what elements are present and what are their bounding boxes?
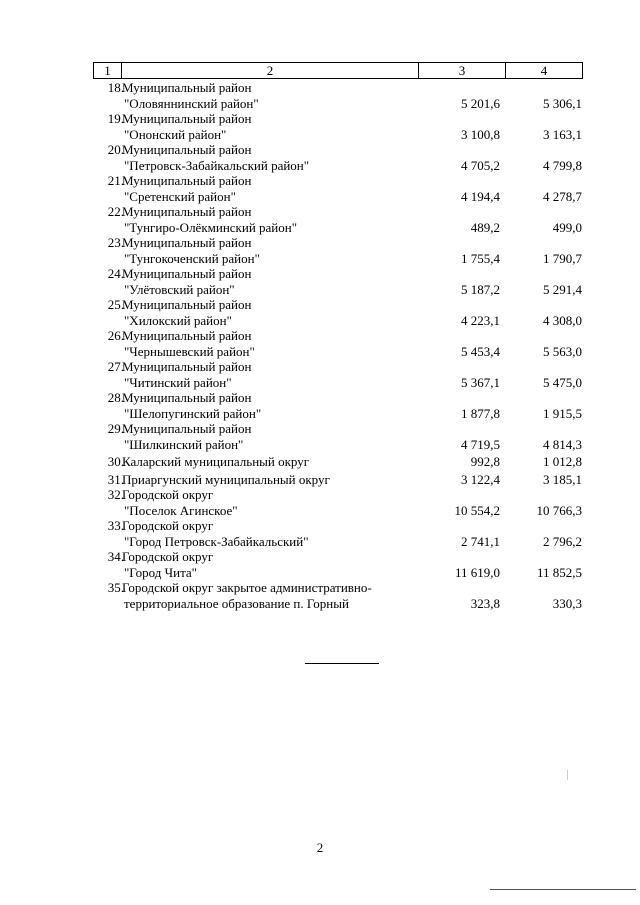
row-name-line-1: Муниципальный район (122, 297, 252, 312)
header-col-1: 1 (94, 63, 122, 78)
row-value-col-3: 4 719,5 (461, 436, 500, 452)
table-row (93, 266, 587, 297)
row-name-line-1: Каларский муниципальный округ (122, 454, 310, 469)
row-value-col-4: 499,0 (552, 219, 582, 235)
row-number: 26. (107, 328, 124, 343)
table-row (93, 487, 587, 518)
row-name-line-1: Муниципальный район (122, 421, 252, 436)
row-value-col-3: 10 554,2 (454, 502, 500, 518)
row-number: 28. (107, 390, 124, 405)
row-name-line-2: "Сретенский район" (124, 188, 236, 204)
row-name-line-1: Муниципальный район (122, 204, 252, 219)
row-value-col-3: 992,8 (470, 454, 500, 469)
row-value-col-3: 4 705,2 (461, 157, 500, 173)
row-value-col-4: 330,3 (552, 595, 582, 611)
row-name-line-1: Муниципальный район (122, 359, 252, 374)
row-number: 22. (107, 204, 124, 219)
row-name-line-1: Муниципальный район (122, 235, 252, 250)
row-name-line-2: "Улётовский район" (124, 281, 235, 297)
row-name (122, 454, 422, 470)
row-name-line-1: Муниципальный район (122, 142, 252, 157)
row-value-col-4: 5 475,0 (543, 374, 582, 390)
row-name-line-1: Муниципальный район (122, 390, 252, 405)
table-row (93, 80, 587, 111)
row-value-col-4: 3 163,1 (543, 126, 582, 142)
row-value-col-3: 323,8 (470, 595, 500, 611)
table-header (93, 62, 583, 79)
row-number: 20. (107, 142, 124, 157)
row-number: 21. (107, 173, 124, 188)
row-number: 25. (107, 297, 124, 312)
row-name (122, 204, 422, 235)
row-number: 30. (107, 454, 124, 469)
row-value-col-3: 4 223,1 (461, 312, 500, 328)
row-name (122, 359, 422, 390)
row-value-col-4: 5 563,0 (543, 343, 582, 359)
row-value-col-4: 4 799,8 (543, 157, 582, 173)
row-name-line-2: "Поселок Агинское" (124, 502, 238, 518)
row-name (122, 266, 422, 297)
table-row (93, 472, 587, 488)
row-number: 24. (107, 266, 124, 281)
row-value-col-3: 5 367,1 (461, 374, 500, 390)
row-number: 32. (107, 487, 124, 502)
row-name (122, 421, 422, 452)
row-value-col-4: 10 766,3 (536, 502, 582, 518)
separator-line (305, 663, 379, 664)
row-name (122, 297, 422, 328)
row-value-col-4: 3 185,1 (543, 471, 582, 487)
row-number: 34. (107, 549, 124, 564)
row-name (122, 142, 422, 173)
row-number: 23. (107, 235, 124, 250)
row-name (122, 549, 422, 580)
row-name-line-2: "Петровск-Забайкальский район" (124, 157, 310, 173)
table-row (93, 173, 587, 204)
row-name-line-1: Городской округ (122, 518, 214, 533)
row-value-col-4: 11 852,5 (536, 564, 582, 580)
row-value-col-4: 4 814,3 (543, 436, 582, 452)
table-row (93, 549, 587, 580)
row-value-col-4: 2 796,2 (543, 533, 582, 549)
row-value-col-4: 4 308,0 (543, 312, 582, 328)
row-name-line-1: Городской округ закрытое административно- (122, 580, 372, 595)
row-name (122, 80, 422, 111)
row-name-line-1: Приаргунский муниципальный округ (122, 471, 330, 487)
row-number: 31. (107, 471, 124, 487)
header-col-4: 4 (540, 62, 548, 78)
row-value-col-3: 5 453,4 (461, 343, 500, 359)
table-row (93, 111, 587, 142)
row-name-line-2: "Шилкинский район" (124, 436, 244, 452)
row-value-col-4: 1 915,5 (543, 405, 582, 421)
row-name (122, 472, 422, 488)
header-col-2: 2 (122, 63, 419, 78)
row-value-col-3: 489,2 (470, 219, 500, 235)
row-name-line-1: Муниципальный район (122, 328, 252, 343)
table-row (93, 518, 587, 549)
row-name-line-1: Муниципальный район (122, 80, 252, 95)
row-value-col-4: 1 012,8 (543, 454, 582, 469)
row-value-col-3: 11 619,0 (454, 564, 500, 580)
page-number: 2 (316, 840, 324, 855)
table-row (93, 328, 587, 359)
row-name-line-2: "Шелопугинский район" (124, 405, 262, 421)
row-number: 19. (107, 111, 124, 126)
row-value-col-4: 1 790,7 (543, 250, 582, 266)
table-row (93, 204, 587, 235)
table-row (93, 297, 587, 328)
header-col-3: 3 (419, 63, 506, 78)
table-row (93, 421, 587, 452)
scan-artifact (567, 770, 568, 780)
table-row (93, 580, 587, 611)
row-name (122, 328, 422, 359)
row-name-line-2: территориальное образование п. Горный (124, 595, 349, 611)
row-value-col-3: 1 755,4 (461, 250, 500, 266)
row-number: 35. (107, 580, 124, 595)
row-name (122, 111, 422, 142)
row-name-line-1: Городской округ (122, 487, 214, 502)
footer-line (490, 889, 636, 890)
row-value-col-3: 3 122,4 (461, 471, 500, 487)
row-name-line-2: "Тунгокоченский район" (124, 250, 260, 266)
row-name (122, 390, 422, 421)
row-value-col-4: 5 306,1 (543, 95, 582, 111)
table-row (93, 142, 587, 173)
table-body (93, 80, 587, 611)
row-name-line-2: "Город Петровск-Забайкальский" (124, 533, 309, 549)
row-name-line-2: "Чернышевский район" (124, 343, 255, 359)
row-name-line-2: "Оловяннинский район" (124, 95, 259, 111)
row-name-line-2: "Читинский район" (124, 374, 232, 390)
row-value-col-3: 1 877,8 (461, 405, 500, 421)
row-number: 18. (107, 80, 124, 95)
row-name-line-1: Муниципальный район (122, 266, 252, 281)
row-number: 29. (107, 421, 124, 436)
row-value-col-3: 5 187,2 (461, 281, 500, 297)
row-value-col-4: 5 291,4 (543, 281, 582, 297)
table-row (93, 454, 587, 470)
row-name (122, 173, 422, 204)
row-name-line-1: Муниципальный район (122, 173, 252, 188)
row-value-col-4: 4 278,7 (543, 188, 582, 204)
row-value-col-3: 4 194,4 (461, 188, 500, 204)
row-name (122, 518, 422, 549)
row-number: 33. (107, 518, 124, 533)
row-value-col-3: 5 201,6 (461, 95, 500, 111)
row-name-line-1: Муниципальный район (122, 111, 252, 126)
row-name-line-2: "Город Чита" (124, 564, 197, 580)
row-name-line-2: "Ононский район" (124, 126, 227, 142)
row-name-line-1: Городской округ (122, 549, 214, 564)
row-name (122, 487, 422, 518)
row-name-line-2: "Тунгиро-Олёкминский район" (124, 219, 298, 235)
row-name (122, 580, 422, 611)
row-name (122, 235, 422, 266)
table-row (93, 235, 587, 266)
row-number: 27. (107, 359, 124, 374)
row-value-col-3: 2 741,1 (461, 533, 500, 549)
table-row (93, 359, 587, 390)
row-value-col-3: 3 100,8 (461, 126, 500, 142)
row-name-line-2: "Хилокский район" (124, 312, 232, 328)
table-row (93, 390, 587, 421)
